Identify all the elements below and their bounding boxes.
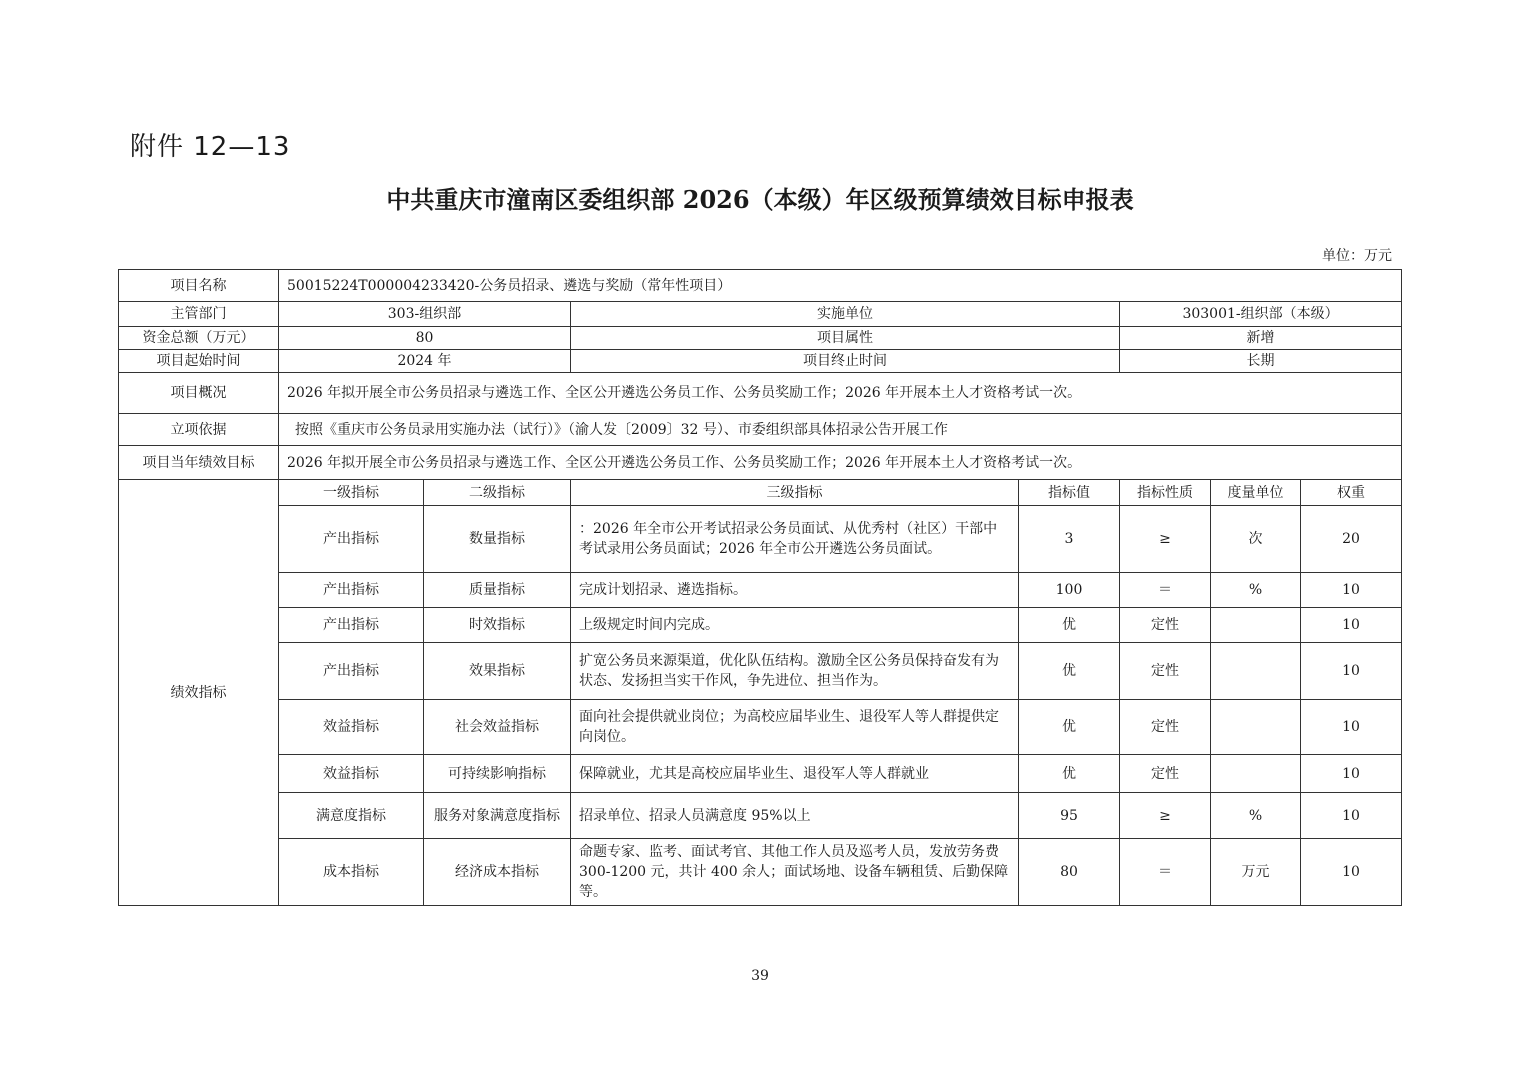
weight-cell: 10 xyxy=(1301,839,1402,906)
page-number: 39 xyxy=(751,968,769,984)
nature-cell: 定性 xyxy=(1120,755,1211,793)
table-row xyxy=(119,608,1402,643)
l3-cell: 上级规定时间内完成。 xyxy=(571,608,1019,643)
value-cell: 优 xyxy=(1019,643,1120,700)
l3-cell: 扩宽公务员来源渠道，优化队伍结构。激励全区公务员保持奋发有为状态、发扬担当实干作风，争先进位、担当作为。 xyxy=(571,643,1019,700)
value-cell: 优 xyxy=(1019,755,1120,793)
l3-cell: 命题专家、监考、面试考官、其他工作人员及巡考人员，发放劳务费 300-1200 元，共计 400 余人；面试场地、设备车辆租赁、后勤保障等。 xyxy=(571,839,1019,906)
table-row xyxy=(119,839,1402,906)
l2-cell: 数量指标 xyxy=(424,506,571,573)
nature-cell: ＝ xyxy=(1120,839,1211,906)
dept-label: 主管部门 xyxy=(119,302,279,327)
l1-cell: 产出指标 xyxy=(279,506,424,573)
unit-cell xyxy=(1211,755,1301,793)
value-cell: 3 xyxy=(1019,506,1120,573)
l1-cell: 成本指标 xyxy=(279,839,424,906)
value-cell: 优 xyxy=(1019,608,1120,643)
l3-cell: ：2026 年全市公开考试招录公务员面试、从优秀村（社区）干部中考试录用公务员面试；2026 年全市公开遴选公务员面试。 xyxy=(571,506,1019,573)
dept-value: 303-组织部 xyxy=(279,302,571,327)
weight-cell: 10 xyxy=(1301,700,1402,755)
unit-cell xyxy=(1211,608,1301,643)
l1-cell: 产出指标 xyxy=(279,573,424,608)
l2-cell: 社会效益指标 xyxy=(424,700,571,755)
l3-cell: 面向社会提供就业岗位；为高校应届毕业生、退役军人等人群提供定向岗位。 xyxy=(571,700,1019,755)
l2-cell: 时效指标 xyxy=(424,608,571,643)
table-row xyxy=(119,755,1402,793)
table-row xyxy=(119,506,1402,573)
l3-cell: 保障就业，尤其是高校应届毕业生、退役军人等人群就业 xyxy=(571,755,1019,793)
l1-cell: 效益指标 xyxy=(279,755,424,793)
start-value: 2024 年 xyxy=(279,350,571,373)
value-cell: 100 xyxy=(1019,573,1120,608)
weight-cell: 10 xyxy=(1301,755,1402,793)
table-row xyxy=(119,643,1402,700)
budget-performance-table xyxy=(118,269,1402,906)
nature-cell: 定性 xyxy=(1120,643,1211,700)
unit-cell: % xyxy=(1211,793,1301,839)
basis-label: 立项依据 xyxy=(119,414,279,446)
table-row xyxy=(119,793,1402,839)
l2-cell: 可持续影响指标 xyxy=(424,755,571,793)
impl-label: 实施单位 xyxy=(571,302,1120,327)
weight-cell: 10 xyxy=(1301,643,1402,700)
basis-value: 按照《重庆市公务员录用实施办法（试行）》（渝人发〔2009〕32 号）、市委组织部具体招录公告开展工作 xyxy=(279,414,1402,446)
nature-cell: 定性 xyxy=(1120,608,1211,643)
l1-cell: 产出指标 xyxy=(279,643,424,700)
table-row xyxy=(119,700,1402,755)
overview-value: 2026 年拟开展全市公务员招录与遴选工作、全区公开遴选公务员工作、公务员奖励工作；2026 年开展本土人才资格考试一次。 xyxy=(279,373,1402,414)
value-cell: 95 xyxy=(1019,793,1120,839)
nature-cell: ＝ xyxy=(1120,573,1211,608)
value-cell: 80 xyxy=(1019,839,1120,906)
attr-label: 项目属性 xyxy=(571,327,1120,350)
col-header-weight: 权重 xyxy=(1301,480,1402,506)
start-label: 项目起始时间 xyxy=(119,350,279,373)
value-cell: 优 xyxy=(1019,700,1120,755)
col-header-l2: 二级指标 xyxy=(424,480,571,506)
impl-value: 303001-组织部（本级） xyxy=(1120,302,1402,327)
overview-label: 项目概况 xyxy=(119,373,279,414)
attachment-number: 附件 12—13 xyxy=(130,132,291,162)
unit-cell xyxy=(1211,643,1301,700)
col-header-l3: 三级指标 xyxy=(571,480,1019,506)
unit-cell: 万元 xyxy=(1211,839,1301,906)
l2-cell: 经济成本指标 xyxy=(424,839,571,906)
nature-cell: 定性 xyxy=(1120,700,1211,755)
funds-label: 资金总额（万元） xyxy=(119,327,279,350)
goal-value: 2026 年拟开展全市公务员招录与遴选工作、全区公开遴选公务员工作、公务员奖励工作；2026 年开展本土人才资格考试一次。 xyxy=(279,446,1402,480)
project-name-label: 项目名称 xyxy=(119,270,279,302)
weight-cell: 10 xyxy=(1301,793,1402,839)
l1-cell: 满意度指标 xyxy=(279,793,424,839)
perf-section-label: 绩效指标 xyxy=(119,480,279,906)
end-value: 长期 xyxy=(1120,350,1402,373)
end-label: 项目终止时间 xyxy=(571,350,1120,373)
nature-cell: ≥ xyxy=(1120,793,1211,839)
col-header-value: 指标值 xyxy=(1019,480,1120,506)
col-header-unit: 度量单位 xyxy=(1211,480,1301,506)
weight-cell: 10 xyxy=(1301,608,1402,643)
col-header-nature: 指标性质 xyxy=(1120,480,1211,506)
project-name-value: 50015224T000004233420-公务员招录、遴选与奖励（常年性项目） xyxy=(279,270,1402,302)
unit-cell xyxy=(1211,700,1301,755)
l2-cell: 服务对象满意度指标 xyxy=(424,793,571,839)
l2-cell: 效果指标 xyxy=(424,643,571,700)
table-row xyxy=(119,573,1402,608)
l1-cell: 产出指标 xyxy=(279,608,424,643)
form-title: 中共重庆市潼南区委组织部 2026（本级）年区级预算绩效目标申报表 xyxy=(386,185,1134,214)
unit-note: 单位：万元 xyxy=(1322,248,1392,264)
unit-cell: % xyxy=(1211,573,1301,608)
unit-cell: 次 xyxy=(1211,506,1301,573)
col-header-l1: 一级指标 xyxy=(279,480,424,506)
weight-cell: 20 xyxy=(1301,506,1402,573)
l2-cell: 质量指标 xyxy=(424,573,571,608)
goal-label: 项目当年绩效目标 xyxy=(119,446,279,480)
l3-cell: 招录单位、招录人员满意度 95%以上 xyxy=(571,793,1019,839)
nature-cell: ≥ xyxy=(1120,506,1211,573)
attr-value: 新增 xyxy=(1120,327,1402,350)
l1-cell: 效益指标 xyxy=(279,700,424,755)
funds-value: 80 xyxy=(279,327,571,350)
l3-cell: 完成计划招录、遴选指标。 xyxy=(571,573,1019,608)
weight-cell: 10 xyxy=(1301,573,1402,608)
